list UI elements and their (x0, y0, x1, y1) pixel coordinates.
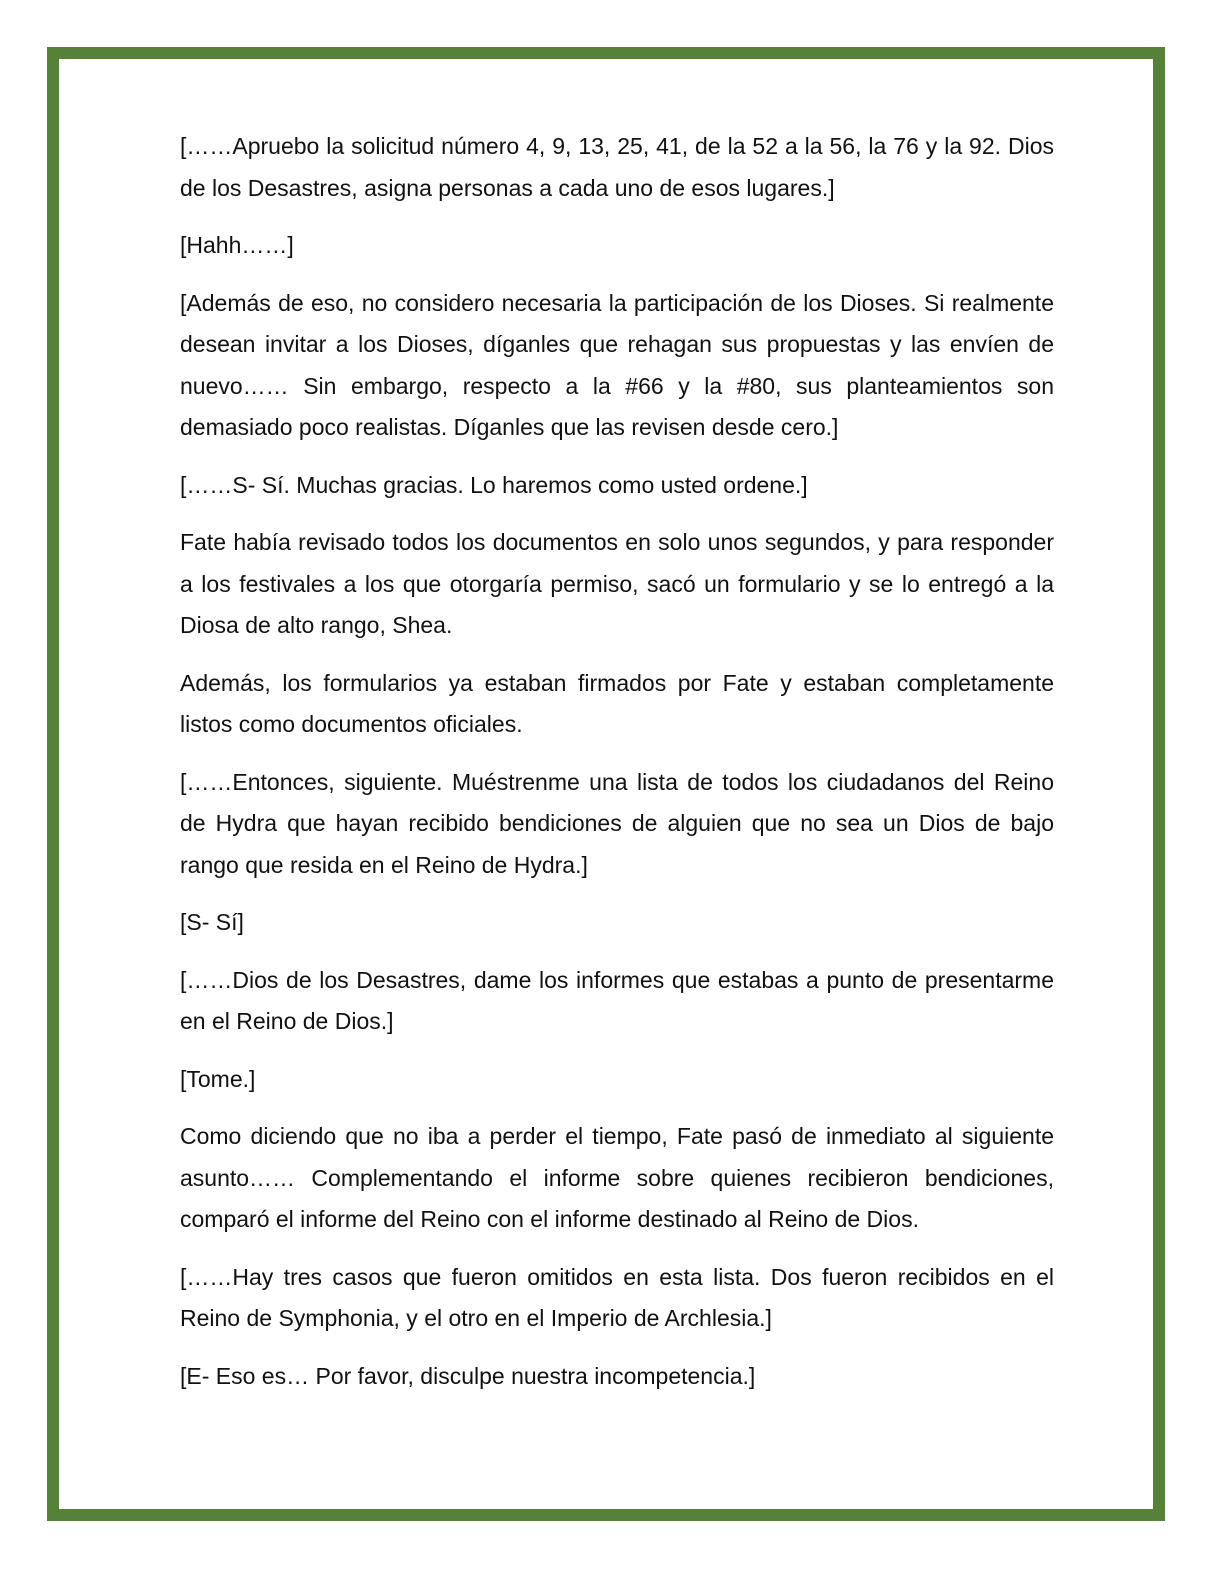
paragraph-11: Como diciendo que no iba a perder el tiempo, Fate pasó de inmediato al siguiente asunto…… Complementando el informe sobre quienes recibieron bendiciones, comparó el informe del Reino con el informe destinado al Reino de Dios. (180, 1123, 1054, 1232)
paragraph-6: Además, los formularios ya estaban firmados por Fate y estaban completamente listos como documentos oficiales. (180, 669, 1054, 737)
paragraph-10: [Tome.] (180, 1065, 256, 1092)
paragraph-4: [……S- Sí. Muchas gracias. Lo haremos como usted ordene.] (180, 471, 808, 498)
paragraph-2: [Hahh……] (180, 232, 294, 258)
document-body (180, 126, 1054, 1413)
paragraph-7: [……Entonces, siguiente. Muéstrenme una lista de todos los ciudadanos del Reino de Hydra que hayan recibido bendiciones de alguien que no sea un Dios de bajo rango que resida en el Reino de Hydra.] (180, 768, 1054, 878)
paragraph-1: [……Apruebo la solicitud número 4, 9, 13, 25, 41, de la 52 a la 56, la 76 y la 92. Dios de los Desastres, asigna personas a cada uno de esos lugares.] (180, 133, 1054, 201)
paragraph-12: [……Hay tres casos que fueron omitidos en esta lista. Dos fueron recibidos en el Reino de Symphonia, y el otro en el Imperio de Archlesia.] (180, 1263, 1054, 1331)
paragraph-8: [S- Sí] (180, 909, 244, 935)
paragraph-13: [E- Eso es… Por favor, disculpe nuestra incompetencia.] (180, 1362, 756, 1389)
paragraph-5: Fate había revisado todos los documentos en solo unos segundos, y para responder a los festivales a los que otorgaría permiso, sacó un formulario y se lo entregó a la Diosa de alto rango, Shea. (180, 529, 1054, 638)
page-border-frame (47, 47, 1165, 1521)
paragraph-3: [Además de eso, no considero necesaria la participación de los Dioses. Si realmente desean invitar a los Dioses, díganles que rehagan sus propuestas y las envíen de nuevo…… Sin embargo, respecto a la #66 y la #80, sus planteamientos son demasiado poco realistas. Díganles que las revisen desde cero.] (180, 289, 1054, 440)
paragraph-9: [……Dios de los Desastres, dame los informes que estabas a punto de presentarme en el Reino de Dios.] (180, 966, 1054, 1034)
